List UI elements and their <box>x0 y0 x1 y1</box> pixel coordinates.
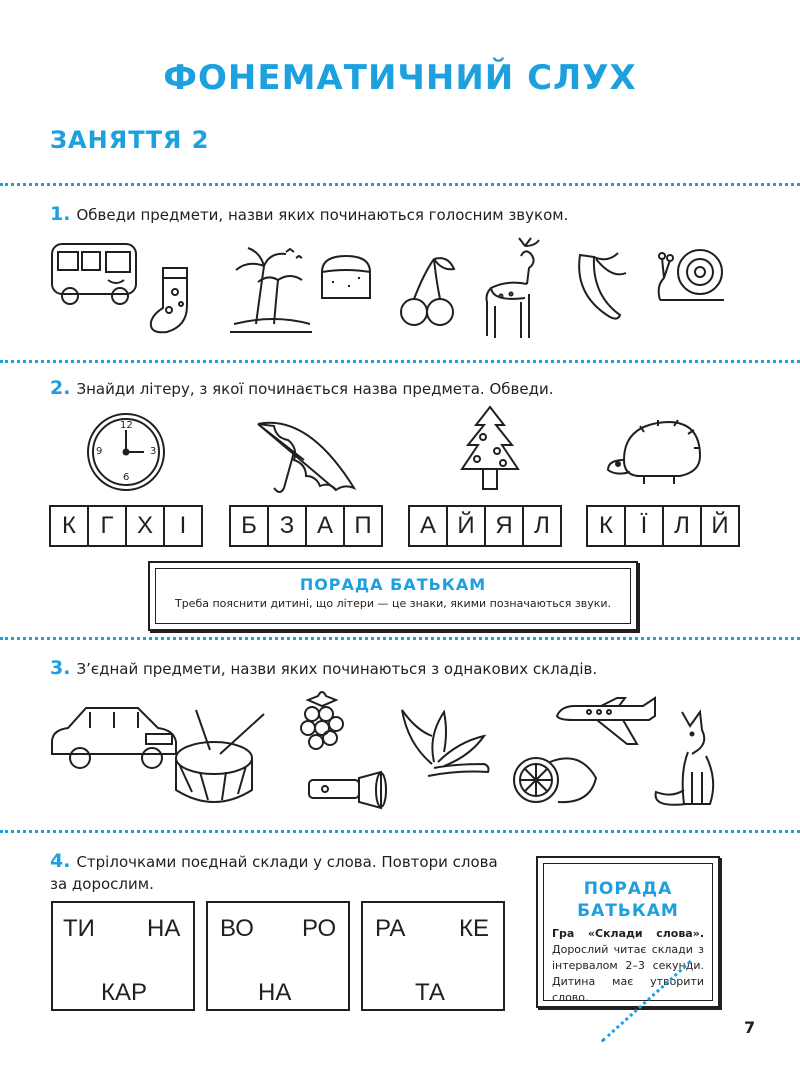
raspberry-icon[interactable] <box>296 686 348 756</box>
lesson-title: ЗАНЯТТЯ 2 <box>50 126 210 154</box>
airplane-icon[interactable] <box>553 696 661 748</box>
palm-island-icon[interactable] <box>226 244 316 336</box>
letter-cell[interactable]: К <box>49 505 89 547</box>
letter-cell[interactable]: Б <box>229 505 269 547</box>
cherries-icon[interactable] <box>398 250 456 328</box>
snail-icon[interactable] <box>654 246 728 304</box>
divider <box>0 183 800 186</box>
letter-cell[interactable]: Л <box>522 505 562 547</box>
flashlight-icon[interactable] <box>305 770 395 810</box>
banana-peeled-icon[interactable] <box>398 706 494 782</box>
umbrella-icon[interactable] <box>254 412 358 498</box>
parent-tip-box-game <box>536 856 720 1008</box>
letter-cell[interactable]: Л <box>662 505 702 547</box>
letter-group-2 <box>231 505 383 543</box>
clock-number: 6 <box>123 472 130 483</box>
syllable-box-3[interactable] <box>361 901 505 1011</box>
clock-number: 12 <box>120 420 133 431</box>
letter-group-3 <box>410 505 562 543</box>
task-4 <box>50 850 510 895</box>
task-3 <box>50 657 597 680</box>
task-text: З’єднай предмети, назви яких починаються з однакових складів. <box>76 660 598 678</box>
syllable: НА <box>147 915 181 942</box>
bus-icon[interactable] <box>48 236 143 308</box>
syllable: КЕ <box>459 915 489 942</box>
car-icon[interactable] <box>48 702 180 772</box>
hedgehog-icon[interactable] <box>604 414 704 486</box>
divider <box>0 637 800 640</box>
letter-cell[interactable]: А <box>305 505 345 547</box>
letter-group-1 <box>51 505 203 543</box>
letter-cell[interactable]: Х <box>125 505 165 547</box>
syllable-box-1[interactable] <box>51 901 195 1011</box>
clock-number: 9 <box>96 446 103 457</box>
christmas-tree-icon[interactable] <box>453 403 527 495</box>
letter-cell[interactable]: Ї <box>624 505 664 547</box>
letter-cell[interactable]: П <box>343 505 383 547</box>
letter-cell[interactable]: І <box>163 505 203 547</box>
letter-cell[interactable]: Г <box>87 505 127 547</box>
lemon-icon[interactable] <box>510 750 602 808</box>
drum-icon[interactable] <box>170 706 270 810</box>
syllable: РО <box>302 915 337 942</box>
task-text: Знайди літеру, з якої починається назва предмета. Обведи. <box>76 380 554 398</box>
task-1 <box>50 203 568 226</box>
tip-heading <box>544 878 712 922</box>
letter-cell[interactable]: А <box>408 505 448 547</box>
letter-cell[interactable]: К <box>586 505 626 547</box>
syllable: ВО <box>220 915 254 942</box>
tip-heading-line: БАТЬКАМ <box>577 901 679 921</box>
syllable: РА <box>375 915 406 942</box>
letter-group-4 <box>588 505 740 543</box>
letter-cell[interactable]: Я <box>484 505 524 547</box>
bread-icon[interactable] <box>318 252 374 302</box>
deer-icon[interactable] <box>481 236 551 342</box>
tip-heading-line: ПОРАДА <box>583 879 673 899</box>
letter-cell[interactable]: Й <box>446 505 486 547</box>
banana-icon[interactable] <box>570 247 634 321</box>
page-title: ФОНЕМАТИЧНИЙ СЛУХ <box>163 58 637 98</box>
task-text: Стрілочками поєднай склади у слова. Повтори слова за дорослим. <box>50 853 498 893</box>
syllable: ТИ <box>63 915 95 942</box>
syllable-box-2[interactable] <box>206 901 350 1011</box>
task-2 <box>50 377 553 400</box>
syllable: КАР <box>101 979 147 1006</box>
tip-frame <box>543 863 713 1004</box>
page-number: 7 <box>744 1018 756 1037</box>
task-number: 3. <box>50 657 71 679</box>
game-name: Гра «Склади слова». <box>552 927 704 940</box>
divider <box>0 830 800 833</box>
task-number: 4. <box>50 850 71 872</box>
tip-heading: ПОРАДА БАТЬКАМ <box>299 575 487 594</box>
divider <box>0 360 800 363</box>
fox-icon[interactable] <box>652 708 728 814</box>
tip-text: Треба пояснити дитині, що літери — це знаки, якими позначаються звуки. <box>174 597 612 610</box>
tip-frame <box>155 568 631 624</box>
task-number: 2. <box>50 377 71 399</box>
parent-tip-box <box>148 561 638 631</box>
syllable: ТА <box>415 979 445 1006</box>
letter-cell[interactable]: З <box>267 505 307 547</box>
clock-icon[interactable] <box>84 410 168 494</box>
sock-icon[interactable] <box>145 264 195 336</box>
clock-number: 3 <box>150 446 157 457</box>
game-description: Дорослий читає склади з інтервалом 2–3 секунди. Дитина має утворити слово. <box>552 943 704 1004</box>
task-text: Обведи предмети, назви яких починаються голосним звуком. <box>76 206 569 224</box>
letter-cell[interactable]: Й <box>700 505 740 547</box>
syllable: НА <box>258 979 292 1006</box>
task-number: 1. <box>50 203 71 225</box>
